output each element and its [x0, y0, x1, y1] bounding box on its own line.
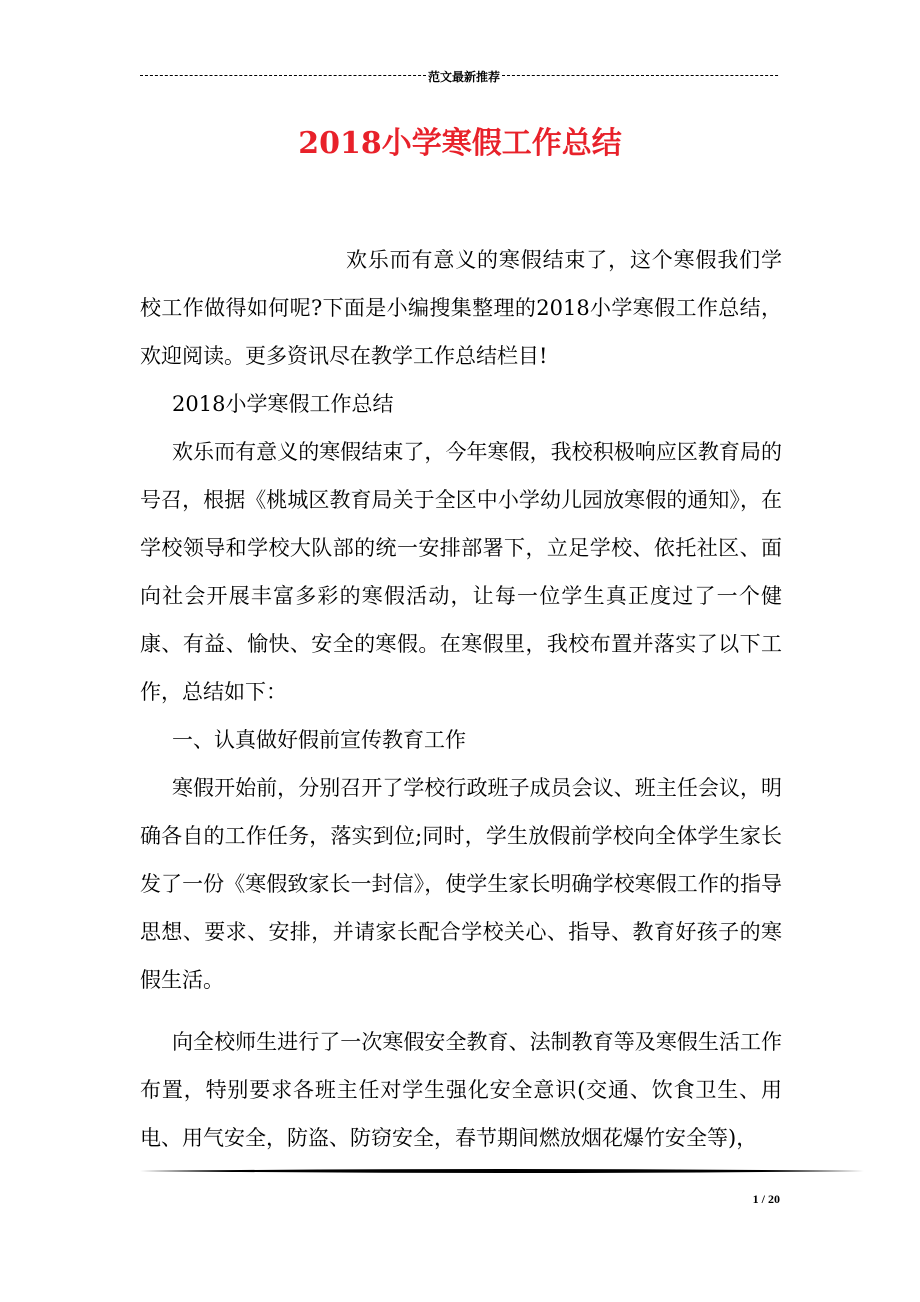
paragraph-overview: 欢乐而有意义的寒假结束了，今年寒假，我校积极响应区教育局的号召，根据《桃城区教育局关于全区中小学幼儿园放寒假的通知》，在学校领导和学校大队部的统一安排部署下，立足学校、依托社区、面向社会开展丰富多彩的寒假活动，让每一位学生真正度过了一个健康、有益、愉快、安全的寒假。在寒假里，我校布置并落实了以下工作，总结如下：: [140, 440, 782, 704]
document-body: [140, 236, 782, 1162]
paragraph-safety: 向全校师生进行了一次寒假安全教育、法制教育等及寒假生活工作布置，特别要求各班主任对学生强化安全意识(交通、饮食卫生、用电、用气安全，防盗、防窃安全，春节期间燃放烟花爆竹安全等)，: [140, 1030, 782, 1150]
section-heading: 一、认真做好假前宣传教育工作: [172, 728, 466, 752]
page-header: [140, 68, 780, 85]
paragraph-intro: 欢乐而有意义的寒假结束了，这个寒假我们学校工作做得如何呢?下面是小编搜集整理的2018小学寒假工作总结，欢迎阅读。更多资讯尽在教学工作总结栏目!: [140, 248, 782, 368]
footer-divider: [140, 1168, 864, 1174]
header-text: 范文最新推荐: [428, 70, 501, 84]
paragraph-subtitle: 2018小学寒假工作总结: [172, 392, 394, 416]
document-title: 2018小学寒假工作总结: [298, 126, 622, 161]
header-dash-right: [502, 75, 780, 76]
page-number: 1 / 20: [752, 1192, 780, 1206]
paragraph-preparation: 寒假开始前，分别召开了学校行政班子成员会议、班主任会议，明确各自的工作任务，落实到位;同时，学生放假前学校向全体学生家长发了一份《寒假致家长一封信》，使学生家长明确学校寒假工作的指导思想、要求、安排，并请家长配合学校关心、指导、教育好孩子的寒假生活。: [140, 776, 782, 992]
header-dash-left: [140, 75, 426, 76]
